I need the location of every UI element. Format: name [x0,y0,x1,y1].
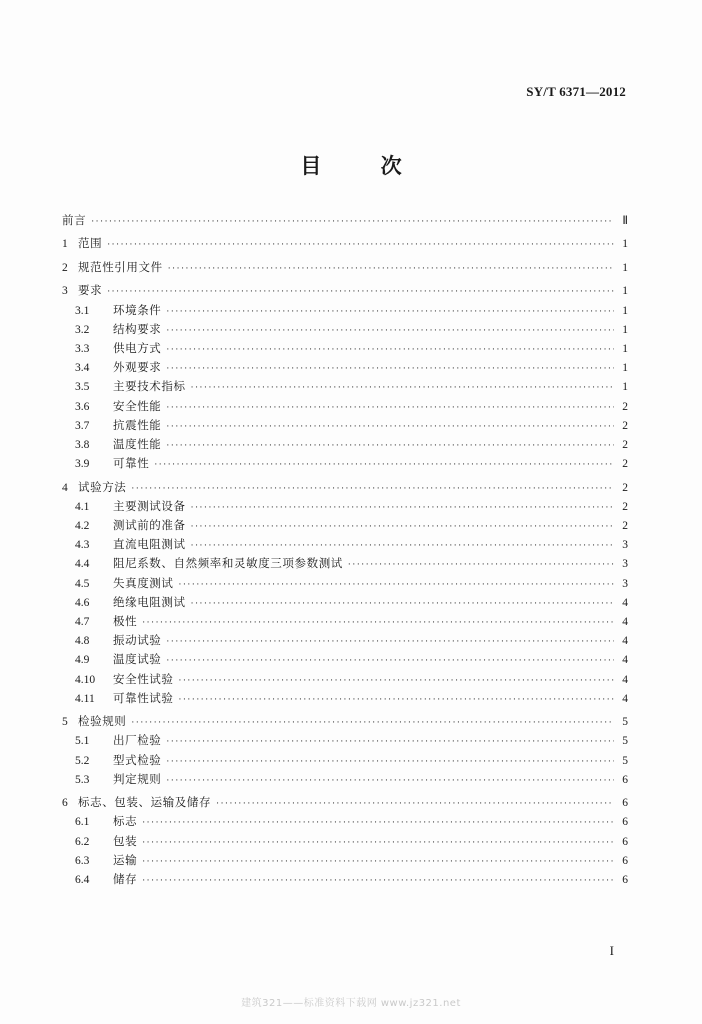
toc-entry-label: 直流电阻测试 [113,537,186,552]
toc-entry-page: 4 [622,692,628,705]
toc-entry-number: 3.6 [75,400,90,413]
toc-dot-leader [166,422,614,432]
toc-dot-leader [154,460,614,470]
toc-section-entry[interactable] [62,359,628,378]
toc-dot-leader [142,818,614,828]
toc-dot-leader [166,637,614,647]
toc-entry-page: 1 [622,323,628,336]
toc-entry-label: 主要测试设备 [113,498,186,513]
toc-dot-leader [179,580,615,590]
toc-entry-page: 4 [622,654,628,667]
toc-entry-label: 要求 [78,283,103,298]
toc-entry-page: 2 [622,500,628,513]
toc-entry-label: 前言 [62,213,87,227]
toc-entry-page: 4 [622,635,628,648]
toc-entry-label: 抗震性能 [113,417,162,432]
toc-entry-page: 5 [622,754,628,767]
toc-section-entry[interactable] [62,852,628,871]
toc-dot-leader [166,403,614,413]
toc-section-entry[interactable] [62,575,628,594]
toc-entry-label: 温度试验 [113,652,162,667]
toc-entry-label: 包装 [113,833,138,848]
toc-dot-leader [191,599,614,609]
toc-entry-page: 2 [622,438,628,451]
toc-section-entry[interactable] [62,771,628,790]
toc-dot-leader [142,857,614,867]
toc-dot-leader [166,737,614,747]
toc-section-entry[interactable] [62,340,628,359]
toc-entry-page: 5 [622,735,628,748]
toc-entry-label: 环境条件 [113,302,162,317]
toc-entry-label: 供电方式 [113,341,162,356]
toc-entry-number: 3.2 [75,323,90,336]
toc-dot-leader [179,676,615,686]
toc-entry-page: 1 [622,304,628,317]
toc-dot-leader [166,326,614,336]
toc-dot-leader [191,383,614,393]
toc-section-entry[interactable] [62,436,628,455]
toc-section-entry[interactable] [62,632,628,651]
page-title: 目 次 [300,153,428,178]
toc-dot-leader [166,307,614,317]
toc-dot-leader [142,838,614,848]
toc-dot-leader [166,656,614,666]
toc-entry-label: 可靠性 [113,456,150,471]
toc-entry-page: 6 [622,797,628,810]
toc-entry-label: 可靠性试验 [113,690,174,705]
toc-entry-page: 6 [622,816,628,829]
toc-section-entry[interactable] [62,302,628,321]
toc-dot-leader [166,345,614,355]
toc-entry-label: 储存 [113,871,138,886]
toc-dot-leader [91,217,614,227]
toc-section-entry[interactable] [62,833,628,852]
toc-entry-number: 4.7 [75,615,90,628]
toc-entry-page: 1 [622,362,628,375]
toc-chapter-entry[interactable] [62,713,628,732]
toc-entry-number: 4.6 [75,596,90,609]
toc-entry-page: 6 [622,773,628,786]
toc-entry-number: 4.10 [75,673,96,686]
toc-chapter-entry[interactable] [62,479,628,498]
toc-chapter-entry[interactable] [62,212,628,231]
toc-entry-page: 3 [622,577,628,590]
toc-section-entry[interactable] [62,498,628,517]
toc-entry-label: 规范性引用文件 [78,259,163,274]
toc-entry-label: 型式检验 [113,752,162,767]
toc-dot-leader [179,695,615,705]
toc-section-entry[interactable] [62,732,628,751]
toc-dot-leader [142,618,614,628]
toc-entry-number: 5.1 [75,735,90,748]
toc-entry-number: 3.7 [75,419,90,432]
toc-section-entry[interactable] [62,613,628,632]
toc-entry-page: 1 [622,261,628,274]
toc-entry-number: 1 [62,238,68,251]
toc-entry-number: 4.5 [75,577,90,590]
toc-entry-label: 失真度测试 [113,575,174,590]
toc-entry-number: 4.8 [75,635,90,648]
toc-section-entry[interactable] [62,517,628,536]
toc-entry-label: 阻尼系数、自然频率和灵敏度三项参数测试 [113,556,343,571]
toc-entry-number: 4.3 [75,539,90,552]
toc-section-entry[interactable] [62,536,628,555]
toc-entry-number: 4.11 [75,692,95,705]
toc-entry-number: 5.2 [75,754,90,767]
toc-dot-leader [348,560,614,570]
toc-entry-number: 3.1 [75,304,90,317]
toc-entry-page: 6 [622,854,628,867]
toc-entry-page: 2 [622,520,628,532]
toc-entry-label: 试验方法 [78,479,127,494]
toc-section-entry[interactable] [62,321,628,340]
toc-section-entry[interactable] [62,651,628,670]
toc-section-entry[interactable] [62,378,628,397]
toc-entry-page: 2 [622,419,628,432]
toc-entry-label: 安全性试验 [113,671,174,686]
toc-entry-number: 4.9 [75,654,90,667]
toc-entry-number: 5 [62,716,68,729]
toc-entry-number: 6.2 [75,835,90,848]
toc-entry-number: 3.4 [75,362,90,375]
toc-section-entry[interactable] [62,690,628,709]
toc-entry-label: 标志、包装、运输及储存 [78,795,212,810]
toc-dot-leader [142,876,614,886]
toc-entry-page: 4 [622,615,628,628]
toc-dot-leader [191,522,614,532]
toc-chapter-entry[interactable] [62,235,628,254]
toc-entry-label: 运输 [113,852,138,867]
toc-entry-number: 6.4 [75,873,90,886]
toc-entry-page: 1 [622,238,628,251]
toc-entry-number: 3.3 [75,343,90,356]
toc-dot-leader [191,541,614,551]
toc-entry-label: 出厂检验 [113,733,162,748]
toc-entry-page: 3 [622,558,628,571]
toc-entry-number: 3.9 [75,458,90,471]
toc-entry-number: 4.4 [75,558,90,571]
toc-dot-leader [168,264,614,274]
toc-entry-page: 2 [622,458,628,471]
toc-dot-leader [131,718,614,728]
toc-dot-leader [131,484,614,494]
toc-entry-label: 测试前的准备 [113,518,186,532]
toc-entry-page: 5 [622,716,628,729]
toc-entry-page: 1 [622,343,628,356]
toc-entry-label: 检验规则 [78,714,127,729]
toc-entry-page: 1 [622,285,628,298]
page-number: I [609,943,614,958]
toc-entry-number: 6.3 [75,854,90,867]
toc-entry-label: 结构要求 [113,321,162,336]
toc-entry-number: 6.1 [75,816,90,829]
toc-dot-leader [166,364,614,374]
toc-section-entry[interactable] [62,398,628,417]
toc-dot-leader [191,503,614,513]
toc-entry-label: 判定规则 [113,771,162,786]
toc-entry-number: 2 [62,261,68,274]
toc-entry-label: 标志 [113,814,138,829]
toc-entry-page: Ⅱ [622,215,628,227]
toc-dot-leader [107,240,614,250]
toc-entry-label: 主要技术指标 [113,379,186,394]
toc-chapter-entry[interactable] [62,794,628,813]
toc-dot-leader [166,757,614,767]
table-of-contents [62,212,628,890]
toc-section-entry[interactable] [62,752,628,771]
toc-entry-page: 1 [622,381,628,394]
toc-entry-page: 6 [622,873,628,886]
toc-section-entry[interactable] [62,594,628,613]
toc-section-entry[interactable] [62,813,628,832]
toc-section-entry[interactable] [62,555,628,574]
toc-entry-number: 3.5 [75,381,90,394]
toc-section-entry[interactable] [62,455,628,474]
toc-entry-number: 3.8 [75,438,90,451]
toc-entry-label: 范围 [78,236,103,251]
watermark-text: 建筑321——标准资料下载网 www.jz321.net [241,998,461,1009]
toc-dot-leader [166,776,614,786]
toc-entry-number: 4.2 [75,520,90,532]
toc-entry-page: 4 [622,673,628,686]
toc-entry-page: 4 [622,596,628,609]
toc-entry-label: 外观要求 [113,360,162,375]
toc-entry-label: 振动试验 [113,633,162,648]
toc-entry-page: 3 [622,539,628,552]
toc-entry-number: 4 [62,481,68,494]
toc-entry-number: 5.3 [75,773,90,786]
toc-dot-leader [166,441,614,451]
toc-chapter-entry[interactable] [62,259,628,278]
toc-entry-page: 2 [622,481,628,494]
toc-entry-number: 3 [62,285,68,298]
toc-dot-leader [216,799,614,809]
toc-entry-number: 6 [62,797,68,810]
toc-section-entry[interactable] [62,671,628,690]
toc-section-entry[interactable] [62,871,628,890]
toc-entry-page: 2 [622,400,628,413]
toc-entry-label: 安全性能 [113,398,162,413]
toc-chapter-entry[interactable] [62,282,628,301]
toc-entry-label: 绝缘电阻测试 [113,594,186,609]
toc-entry-page: 6 [622,835,628,848]
toc-entry-number: 4.1 [75,500,90,513]
toc-entry-label: 温度性能 [113,436,162,451]
toc-section-entry[interactable] [62,417,628,436]
standard-code: SY/T 6371—2012 [526,84,626,99]
toc-entry-label: 极性 [113,613,138,628]
toc-dot-leader [107,287,614,297]
